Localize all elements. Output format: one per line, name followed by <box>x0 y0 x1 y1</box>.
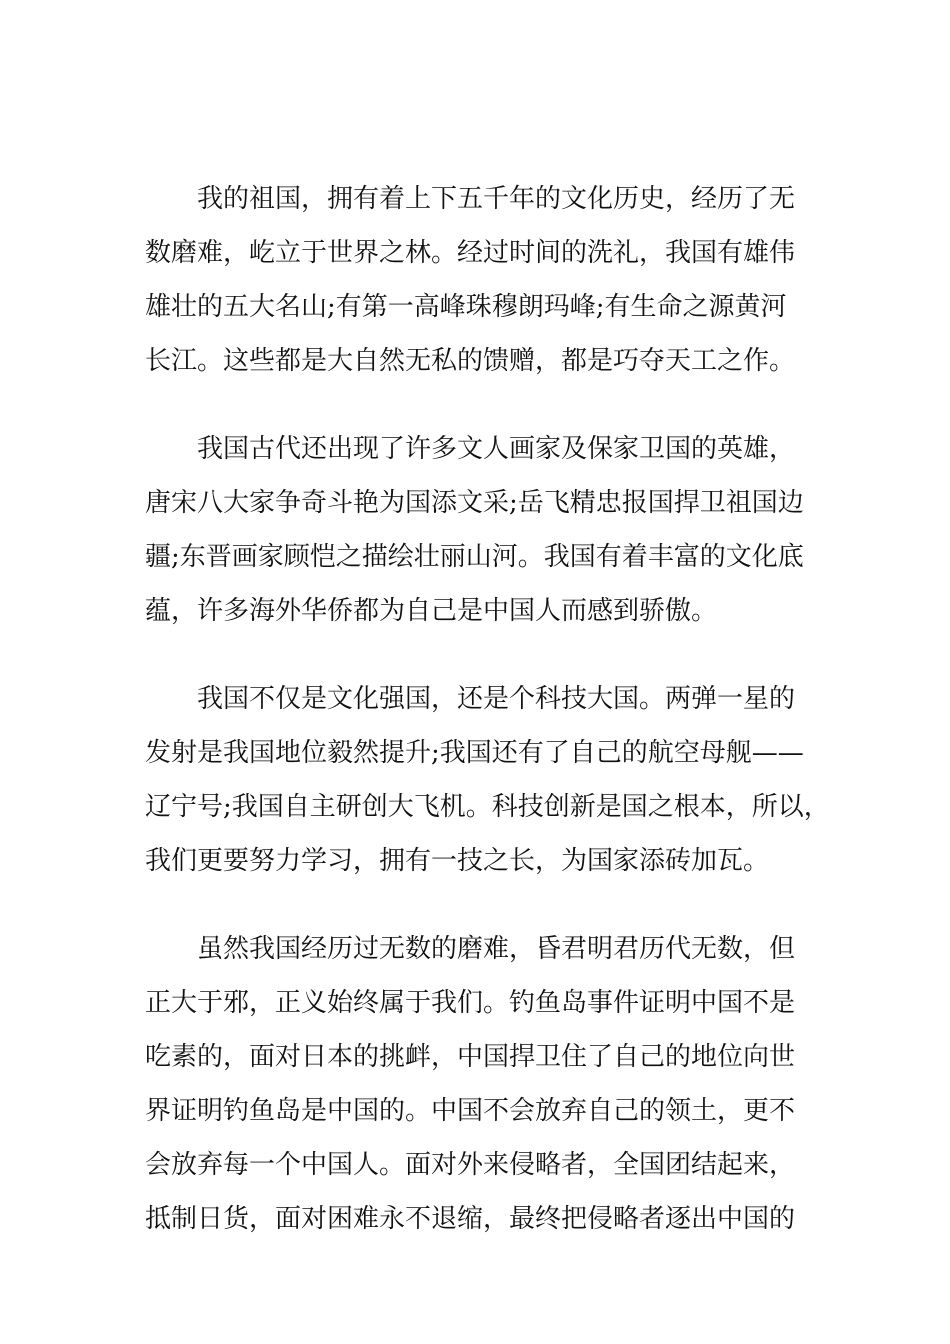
text-line: 虽然我国经历过无数的磨难，昏君明君历代无数，但 <box>145 934 796 964</box>
paragraph-3 <box>145 672 830 888</box>
text-line: 我们更要努力学习，拥有一技之长，为国家添砖加瓦。 <box>145 846 770 876</box>
text-line: 长江。这些都是大自然无私的馈赠，都是巧夺天工之作。 <box>145 346 796 376</box>
text-line: 我国不仅是文化强国，还是个科技大国。两弹一星的 <box>145 684 796 714</box>
text-line: 雄壮的五大名山;有第一高峰珠穆朗玛峰;有生命之源黄河 <box>145 292 787 322</box>
text-line: 抵制日货，面对困难永不退缩，最终把侵略者逐出中国的 <box>145 1204 796 1234</box>
text-line: 界证明钓鱼岛是中国的。中国不会放弃自己的领土，更不 <box>145 1096 796 1126</box>
paragraph-1 <box>145 172 825 388</box>
text-line: 发射是我国地位毅然提升;我国还有了自己的航空母舰—— <box>145 738 804 768</box>
text-line: 我国古代还出现了许多文人画家及保家卫国的英雄， <box>145 434 796 464</box>
paragraph-4 <box>145 922 825 1246</box>
text-line: 吃素的，面对日本的挑衅，中国捍卫住了自己的地位向世 <box>145 1042 796 1072</box>
paragraph-2 <box>145 422 825 638</box>
text-line: 疆;东晋画家顾恺之描绘壮丽山河。我国有着丰富的文化底 <box>145 542 804 572</box>
text-line: 数磨难，屹立于世界之林。经过时间的洗礼，我国有雄伟 <box>145 238 796 268</box>
text-line: 蕴，许多海外华侨都为自己是中国人而感到骄傲。 <box>145 596 718 626</box>
text-line: 我的祖国，拥有着上下五千年的文化历史，经历了无 <box>145 184 796 214</box>
text-line: 唐宋八大家争奇斗艳为国添文采;岳飞精忠报国捍卫祖国边 <box>145 488 804 518</box>
text-line: 正大于邪，正义始终属于我们。钓鱼岛事件证明中国不是 <box>145 988 796 1018</box>
text-line: 会放弃每一个中国人。面对外来侵略者，全国团结起来， <box>145 1150 796 1180</box>
text-line: 辽宁号;我国自主研创大飞机。科技创新是国之根本，所以， <box>145 792 830 822</box>
